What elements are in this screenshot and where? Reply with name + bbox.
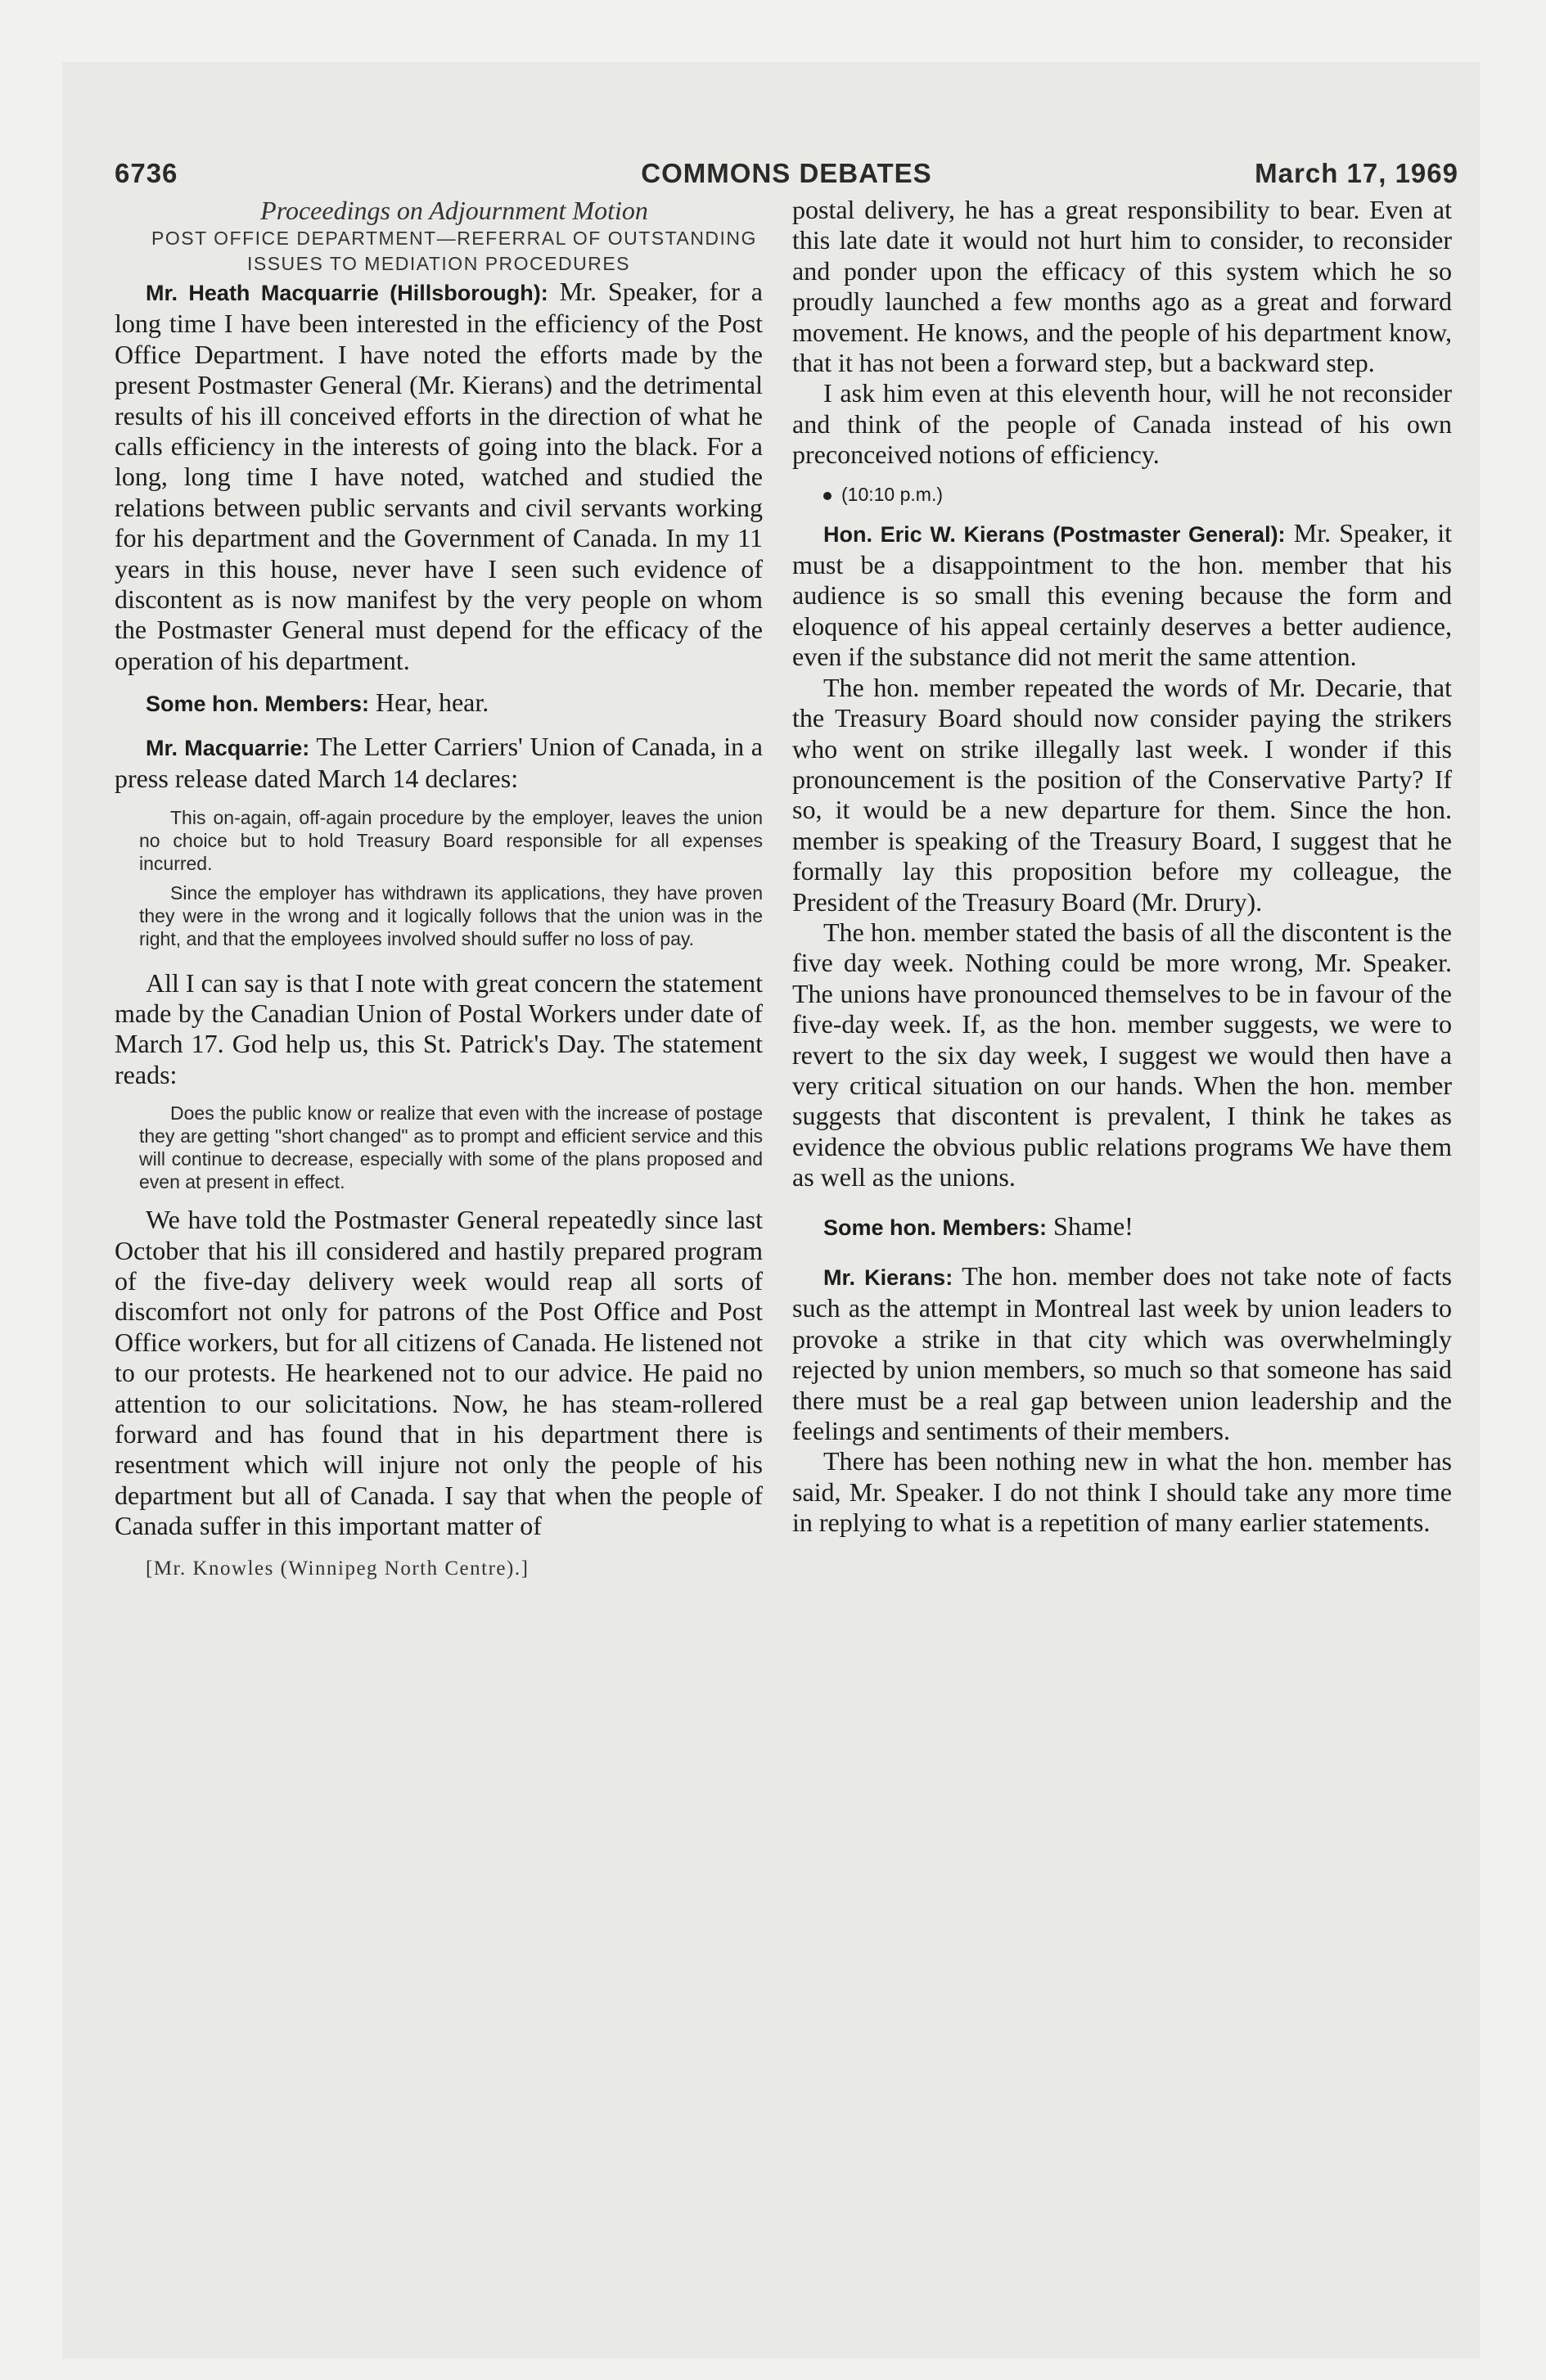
quotation-postal-workers: Does the public know or realize that even with the increase of postage they are getting "short changed" as to prompt and efficient service and this will continue to decrease, especially with some of the plans proposed and even at present in effect. xyxy=(139,1102,763,1193)
paragraph-continuation: postal delivery, he has a great responsibility to bear. Even at this late date it would not hurt him to consider, to reconsider and ponder upon the efficacy of this system which he so proudly launched a few months ago as a great and forward movement. He knows, and the people of his department know, that it has not been a forward step, but a backward step. xyxy=(792,195,1452,378)
speaker-name: Some hon. Members: xyxy=(146,692,370,717)
timestamp-text: (10:10 p.m.) xyxy=(841,483,943,505)
paragraph-treasury-board: The hon. member repeated the words of Mr. Decarie, that the Treasury Board should now consider paying the strikers who went on strike illegally last week. I wonder if this pronouncement is the position of the Conservative Party? If so, it would be a new departure for them. Since the hon. member is speaking of the Treasury Board, I suggest that he formally lay this proposition before my colleague, the President of the Treasury Board (Mr. Drury). xyxy=(792,672,1452,917)
speech-text: Hear, hear. xyxy=(376,687,489,718)
speaker-name: Hon. Eric W. Kierans (Postmaster General): xyxy=(823,521,1286,547)
quotation-letter-carriers-2: Since the employer has withdrawn its applications, they have proven they were in the wrong and it logically follows that the union was in the right, and that the employees involved should suffer no loss of pay. xyxy=(139,881,763,949)
paragraph-five-day-week: The hon. member stated the basis of all the discontent is the five day week. Nothing could be more wrong, Mr. Speaker. The unions have pronounced themselves to be in favour of the five-day week. If, as the hon. member suggests, we were to revert to the six day week, I suggest we would then have a very critical situation on our hands. When the hon. member suggests that discontent is prevalent, I think he takes as evidence the obvious public relations programs We have them as well as the unions. xyxy=(792,917,1452,1192)
speaker-name: Mr. Heath Macquarrie (Hillsborough): xyxy=(146,281,548,305)
speech-text: The hon. member does not take note of facts such as the attempt in Montreal last week by union leaders to provoke a strike in that city which was overwhelmingly rejected by union members, so much so that someone has said there must be a real gap between union leadership and the feelings and sentiments of their members. xyxy=(792,1261,1453,1446)
speech-kierans-2 xyxy=(792,1261,1452,1446)
page-header xyxy=(115,158,1458,194)
paragraph-told-postmaster: We have told the Postmaster General repeatedly since last October that his ill considered and hastily prepared program of the five-day delivery week would reap all sorts of discomfort not only for patrons of the Post Office and Post Office workers, but for all citizens of Canada. He listened not to our protests. He hearkened not to our advice. He paid no attention to our solicitations. Now, he has steam-rollered forward and has found that in his department there is resentment which will injure not only the people of his department but all of Canada. I say that when the people of Canada suffer in this important matter of xyxy=(115,1205,763,1541)
speaker-name: Mr. Macquarrie: xyxy=(146,735,310,760)
interjection-hear-hear xyxy=(115,687,763,719)
section-subheading: POST OFFICE DEPARTMENT—REFERRAL OF OUTSTANDING ISSUES TO MEDIATION PROCEDURES xyxy=(151,228,757,274)
speech-kierans-1 xyxy=(792,518,1452,673)
bullet-icon xyxy=(823,492,832,500)
paragraph-eleventh-hour: I ask him even at this eleventh hour, will he not reconsider and think of the people of Canada instead of his own preconceived notions of efficiency. xyxy=(792,378,1452,470)
publication-title: COMMONS DEBATES xyxy=(641,158,932,188)
left-column xyxy=(115,195,763,1584)
timestamp xyxy=(792,482,1452,507)
paragraph-postal-workers: All I can say is that I note with great concern the statement made by the Canadian Union of Postal Workers under date of March 17. God help us, this St. Patrick's Day. The statement reads: xyxy=(115,967,763,1089)
speech-text: Mr. Speaker, it must be a disappointment to the hon. member that his audience is so small this evening because the form and eloquence of his appeal certainly deserves a better audience, even if the substance did not merit the same attention. xyxy=(792,517,1452,672)
proceedings-heading: Proceedings on Adjournment Motion xyxy=(260,196,648,225)
speaker-name: Mr. Kierans: xyxy=(823,1265,953,1290)
footnote-speaker: [Mr. Knowles (Winnipeg North Centre).] xyxy=(146,1557,530,1580)
speech-text: Shame! xyxy=(1053,1210,1134,1241)
speech-macquarrie-1 xyxy=(115,277,763,676)
interjection-shame xyxy=(792,1211,1452,1243)
speech-text: The Letter Carriers' Union of Canada, in a press release dated March 14 declares: xyxy=(115,731,764,794)
quotation-letter-carriers-1: This on-again, off-again procedure by the employer, leaves the union no choice but to hold Treasury Board responsible for all expenses incurred. xyxy=(139,806,763,874)
paragraph-nothing-new: There has been nothing new in what the hon. member has said, Mr. Speaker. I do not think I should take any more time in replying to what is a repetition of many earlier statements. xyxy=(792,1446,1452,1538)
page-number: 6736 xyxy=(115,158,178,188)
publication-date: March 17, 1969 xyxy=(1255,158,1458,188)
right-column xyxy=(792,195,1452,1539)
speech-macquarrie-2 xyxy=(115,732,763,795)
speaker-name: Some hon. Members: xyxy=(823,1215,1048,1240)
speech-text: Mr. Speaker, for a long time I have been interested in the efficiency of the Post Office Department. I have noted the efforts made by the present Postmaster General (Mr. Kierans) and the detrimental results of his ill conceived efforts in the direction of what he calls efficiency in the interests of going into the black. For a long, long time I have noted, watched and studied the relations between public servants and civil servants working for his department and the Government of Canada. In my 11 years in this house, never have I seen such evidence of discontent as is now manifest by the very people on whom the Postmaster General must depend for the efficacy of the operation of his department. xyxy=(115,277,764,675)
